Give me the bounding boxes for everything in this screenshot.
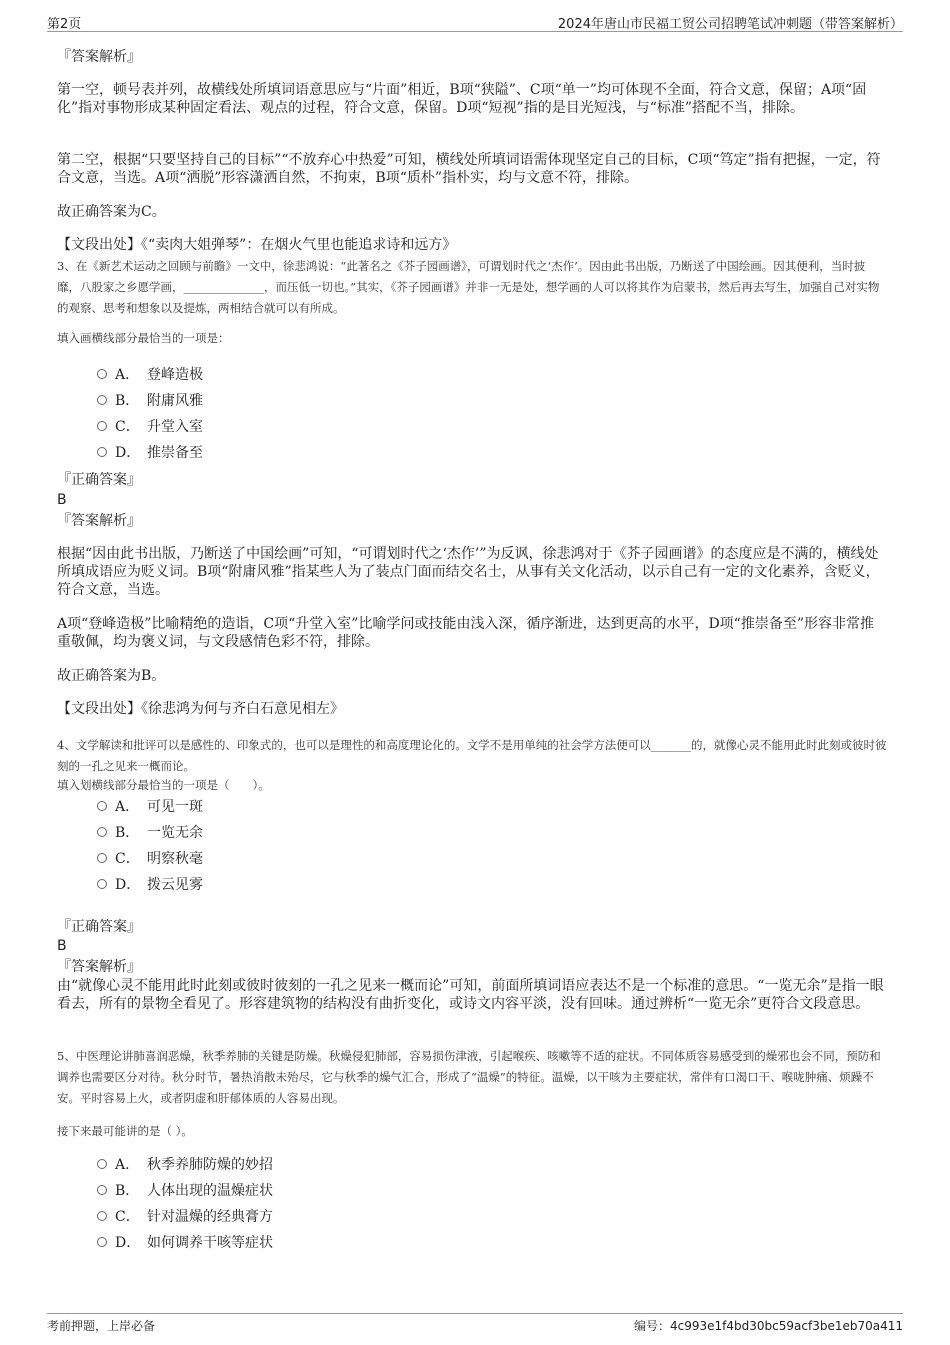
q2-source: 【文段出处】《“卖肉大姐弹琴”：在烟火气里也能追求诗和远方》 <box>57 237 457 253</box>
radio-icon[interactable] <box>97 369 107 379</box>
q5-option-d[interactable]: D． 如何调养干咳等症状 <box>97 1232 273 1254</box>
q4-answer: B <box>57 938 67 954</box>
q2-analysis-p1: 第一空，顿号表并列，故横线处所填词语意思应与“片面”相近，B项“狭隘”、C项“单一”均可体现不全面，符合文意，保留；A项“固化”指对事物形成某种固定看法、观点的过程，符合文意，保留。D项“短视”指的是目光短浅，与“标准”搭配不当，排除。 <box>57 82 867 116</box>
q2-conclusion: 故正确答案为C。 <box>57 204 166 220</box>
q5-option-c[interactable]: C． 针对温燥的经典膏方 <box>97 1206 273 1228</box>
radio-icon[interactable] <box>97 853 107 863</box>
q3-conclusion: 故正确答案为B。 <box>57 668 166 684</box>
q3-option-c[interactable]: C． 升堂入室 <box>97 416 203 438</box>
q3-option-a[interactable]: A． 登峰造极 <box>97 364 203 386</box>
q3-answer-tag: 『正确答案』 <box>57 472 141 488</box>
q3-analysis-p2: A项“登峰造极”比喻精绝的造诣，C项“升堂入室”比喻学问或技能由浅入深，循序渐进，达到更高的水平，D项“推崇备至”形容非常推重敬佩，均为褒义词，与文段感情色彩不符，排除。 <box>57 616 874 650</box>
footer-slogan: 考前押题，上岸必备 <box>47 1319 156 1333</box>
q4-prompt: 填入划横线部分最恰当的一项是（ ）。 <box>57 778 270 792</box>
q5-option-a[interactable]: A． 秋季养肺防燥的妙招 <box>97 1154 273 1176</box>
q3-prompt: 填入画横线部分最恰当的一项是： <box>57 331 230 345</box>
radio-icon[interactable] <box>97 1185 107 1195</box>
radio-icon[interactable] <box>97 879 107 889</box>
radio-icon[interactable] <box>97 395 107 405</box>
q3-analysis-p1: 根据“因由此书出版，乃断送了中国绘画”可知，“可谓划时代之‘杰作’”为反讽，徐悲鸿对于《芥子园画谱》的态度应是不满的，横线处所填成语应为贬义词。B项“附庸风雅”指某些人为了装点门面而结交名士，从事有关文化活动，以示自己有一定的文化素养，含贬义，符合文意，当选。 <box>57 546 880 598</box>
q4-option-d[interactable]: D． 拨云见雾 <box>97 874 203 896</box>
q3-answer: B <box>57 492 67 508</box>
document-title: 2024年唐山市民福工贸公司招聘笔试冲刺题（带答案解析） <box>557 17 903 32</box>
q5-stem: 5、中医理论讲肺喜润恶燥，秋季养肺的关键是防燥。秋燥侵犯肺部，容易损伤津液，引起喉疾、咳嗽等不适的症状。不同体质容易感受到的燥邪也会不同，预防和调养也需要区分对待。秋分时节，暑热消散未殆尽，它与秋季的燥气汇合，形成了“温燥”的特征。温燥，以干咳为主要症状，常伴有口渴口干、喉咙肿痛、烦躁不安。平时容易上火，或者阴虚和肝郁体质的人容易出现。 <box>57 1049 881 1105</box>
q4-stem: 4、文学解读和批评可以是感性的、印象式的，也可以是理性的和高度理论化的。文学不是用单纯的社会学方法便可以_______的，就像心灵不能用此时此刻或彼时彼刻的一孔之见来一概而论。 <box>57 738 887 773</box>
q2-analysis-tag: 『答案解析』 <box>57 49 141 65</box>
q3-option-b[interactable]: B． 附庸风雅 <box>97 390 203 412</box>
q4-analysis-tag: 『答案解析』 <box>57 959 141 975</box>
radio-icon[interactable] <box>97 827 107 837</box>
q4-answer-tag: 『正确答案』 <box>57 919 141 935</box>
q3-stem: 3、在《新艺术运动之回顾与前瞻》一文中，徐悲鸿说：“此著名之《芥子园画谱》，可谓划时代之‘杰作’。因由此书出版，乃断送了中国绘画。因其便利，当时披靡，八股家之乡愿学画，______________，而压低一切也。”其实，《芥子园画谱》并非一无是处，想学画的人可以将其作为启蒙书，然后再去写生，加强自己对实物的观察、思考和想象以及提炼，两相结合就可以有所成。 <box>57 259 880 315</box>
page-number: 第2页 <box>47 17 82 32</box>
q4-option-b[interactable]: B． 一览无余 <box>97 822 203 844</box>
radio-icon[interactable] <box>97 801 107 811</box>
page-footer <box>47 1313 903 1334</box>
radio-icon[interactable] <box>97 447 107 457</box>
radio-icon[interactable] <box>97 1159 107 1169</box>
q5-option-b[interactable]: B． 人体出现的温燥症状 <box>97 1180 273 1202</box>
radio-icon[interactable] <box>97 1211 107 1221</box>
document-id: 编号：4c993e1f4bd30bc59acf3be1eb70a411 <box>634 1319 903 1333</box>
q4-option-a[interactable]: A． 可见一斑 <box>97 796 203 818</box>
q2-analysis-p2: 第二空，根据“只要坚持自己的目标”“不放弃心中热爱”可知，横线处所填词语需体现坚定自己的目标，C项“笃定”指有把握，一定，符合文意，当选。A项“洒脱”形容潇洒自然，不拘束，B项“质朴”指朴实，均与文意不符，排除。 <box>57 152 881 186</box>
page-header <box>47 11 903 32</box>
q4-analysis-p1: 由“就像心灵不能用此时此刻或彼时彼刻的一孔之见来一概而论”可知，前面所填词语应表达不是一个标准的意思。“一览无余”是指一眼看去，所有的景物全看见了。形容建筑物的结构没有曲折变化，或诗文内容平淡，没有回味。通过辨析“一览无余”更符合文段意思。 <box>57 978 884 1012</box>
q3-option-d[interactable]: D． 推崇备至 <box>97 442 203 464</box>
q5-prompt: 接下来最可能讲的是（ ）。 <box>57 1124 193 1138</box>
radio-icon[interactable] <box>97 421 107 431</box>
q3-analysis-tag: 『答案解析』 <box>57 513 141 529</box>
q3-source: 【文段出处】《徐悲鸿为何与齐白石意见相左》 <box>57 701 344 717</box>
radio-icon[interactable] <box>97 1237 107 1247</box>
q4-option-c[interactable]: C． 明察秋毫 <box>97 848 203 870</box>
